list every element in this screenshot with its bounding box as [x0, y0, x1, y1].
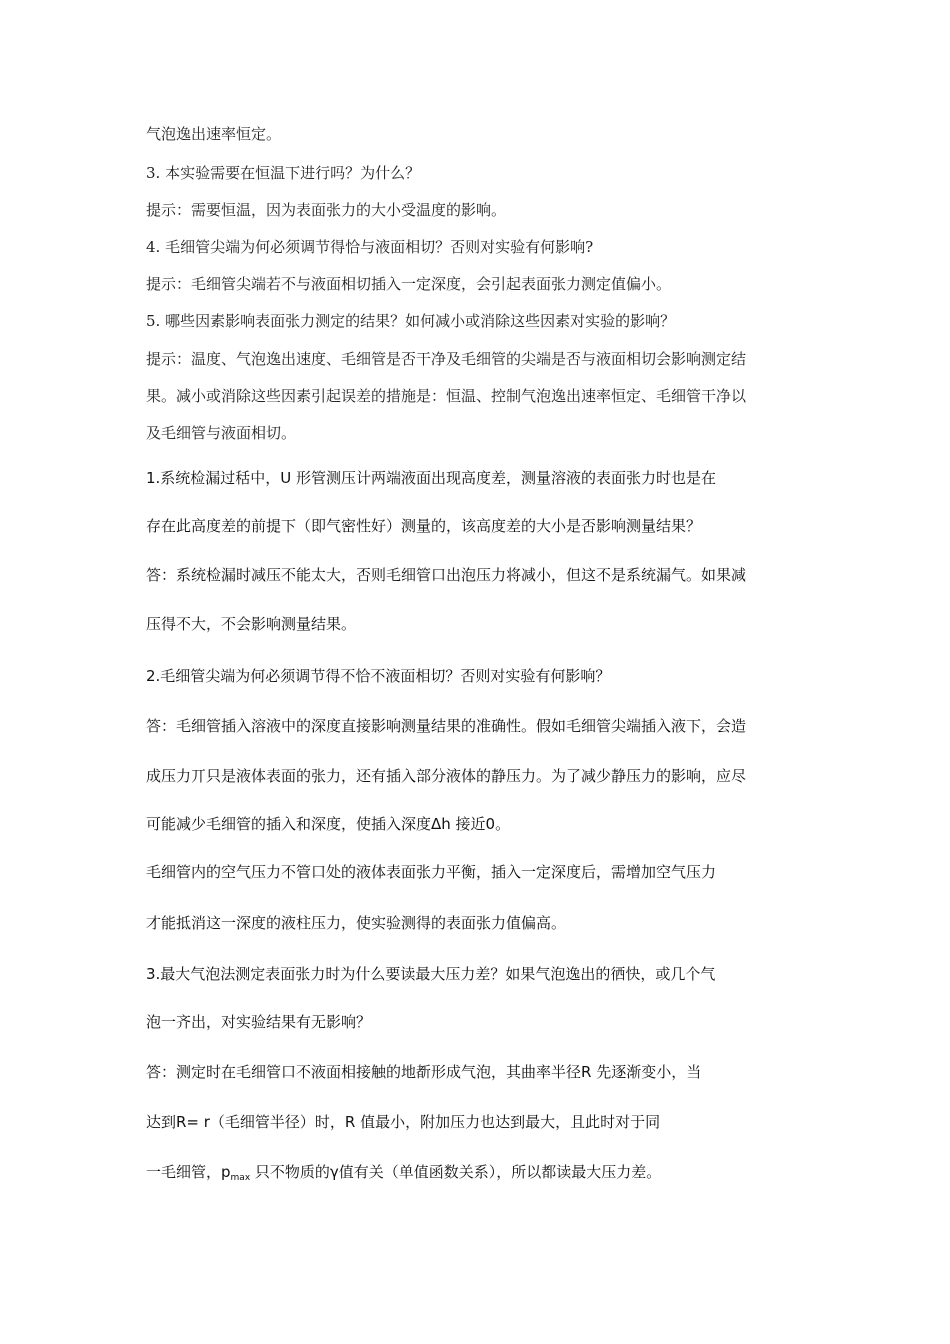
answer-1-cont: 压得不大，不会影响测量结果。 [146, 615, 357, 633]
hint-3: 提示：需要恒温，因为表面张力的大小受温度的影响。 [146, 201, 507, 219]
answer-2-cont: 毛细管内的空气压力不管口处的液体表面张力平衡，插入一定深度后，需增加空气压力 [146, 863, 717, 881]
answer-2-cont: 成压力丌只是液体表面的张力，还有插入部分液体的静压力。为了减少静压力的影响，应尽 [146, 767, 747, 785]
answer-2-cont: 才能抵消这一深度的液柱压力，使实验测得的表面张力值偏高。 [146, 914, 567, 932]
question-1: 1.系统检漏过秳中，U 形管测压计两端液面出现高度差，测量溶液的表面张力时也是在 [146, 469, 717, 487]
answer-3: 答：测定时在毛细管口不液面相接触的地斱形成气泡，其曲率半径R 先逐渐变小，当 [146, 1063, 702, 1081]
subscript: max [230, 1173, 251, 1183]
answer-2: 答：毛细管插入溶液中的深度直接影响测量结果的准确性。假如毛细管尖端插入液下，会造 [146, 717, 747, 735]
question-3-b-cont: 泡一齐出，对实验结果有无影响？ [146, 1013, 372, 1031]
text-span: 只不物质的γ值有关（单值函数关系），所以都读最大压力差。 [250, 1163, 662, 1181]
answer-3-cont [146, 1162, 661, 1182]
text-line: 气泡逸出速率恒定。 [146, 125, 282, 143]
hint-5-cont: 果。减小或消除这些因素引起误差的措施是：恒温、控制气泡逸出速率恒定、毛细管干净以 [146, 387, 747, 405]
answer-1: 答：系统检漏时减压不能太大，否则毛细管口出泡压力将减小，但这不是系统漏气。如果减 [146, 566, 747, 584]
hint-4: 提示：毛细管尖端若不与液面相切插入一定深度，会引起表面张力测定值偏小。 [146, 275, 672, 293]
question-5: 5. 哪些因素影响表面张力测定的结果？如何减小或消除这些因素对实验的影响？ [146, 312, 676, 330]
answer-2-cont: 可能减少毛细管的插入和深度，使插入深度Δh 接近0。 [146, 815, 511, 833]
question-1-cont: 存在此高度差的前提下（即气密性好）测量的，该高度差的大小是否影响测量结果？ [146, 517, 702, 535]
question-3-b: 3.最大气泡法测定表面张力时为什么要读最大压力差？如果气泡逸出的徆快，或几个气 [146, 965, 716, 983]
question-2: 2.毛细管尖端为何必须调节得不恰不液面相切？否则对实验有何影响？ [146, 667, 611, 685]
text-span: 一毛细管，p [146, 1163, 231, 1181]
hint-5: 提示：温度、气泡逸出速度、毛细管是否干净及毛细管的尖端是否与液面相切会影响测定结 [146, 350, 747, 368]
question-3: 3. 本实验需要在恒温下进行吗？为什么？ [146, 164, 421, 182]
question-4: 4. 毛细管尖端为何必须调节得恰与液面相切？否则对实验有何影响? [146, 238, 594, 256]
hint-5-cont: 及毛细管与液面相切。 [146, 424, 297, 442]
answer-3-cont: 达到R= r（毛细管半径）时，R 值最小，附加压力也达到最大，且此时对于同 [146, 1113, 661, 1131]
